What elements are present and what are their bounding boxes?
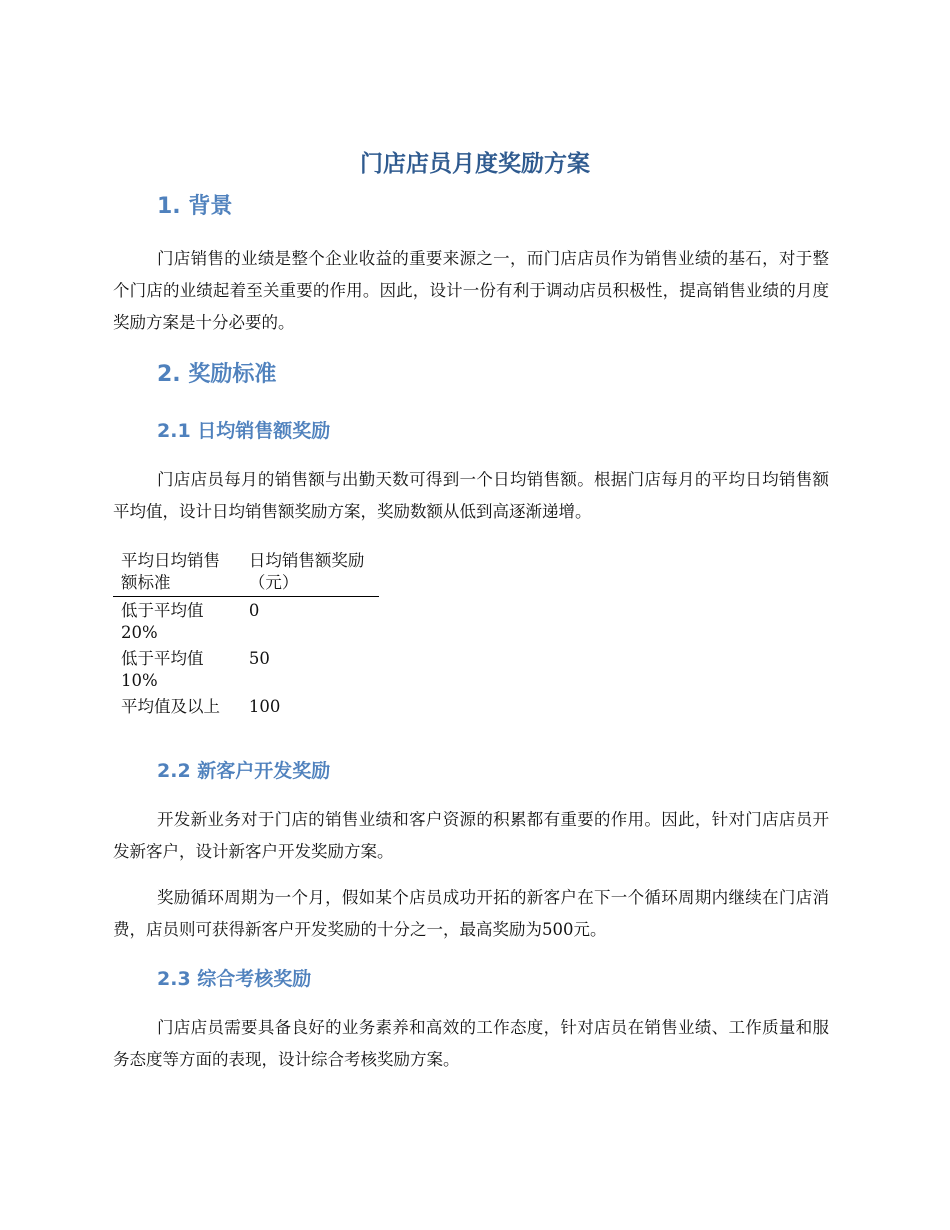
subsection-heading-comprehensive: 2.3 综合考核奖励 <box>157 968 312 990</box>
table-cell: 低于平均值20% <box>121 601 204 642</box>
table-cell: 50 <box>248 649 270 668</box>
table-cell: 低于平均值10% <box>121 649 204 690</box>
document-title: 门店店员月度奖励方案 <box>360 151 590 177</box>
table-row <box>113 645 379 693</box>
paragraph-daily-sales: 门店店员每月的销售额与出勤天数可得到一个日均销售额。根据门店每月的平均日均销售额平均值，设计日均销售额奖励方案，奖励数额从低到高逐渐递增。 <box>113 470 829 521</box>
paragraph-new-customer-2: 奖励循环周期为一个月，假如某个店员成功开拓的新客户在下一个循环周期内继续在门店消费，店员则可获得新客户开发奖励的十分之一，最高奖励为500元。 <box>113 888 829 939</box>
paragraph-background: 门店销售的业绩是整个企业收益的重要来源之一，而门店店员作为销售业绩的基石，对于整个门店的业绩起着至关重要的作用。因此，设计一份有利于调动店员积极性，提高销售业绩的月度奖励方案是十分必要的。 <box>113 249 829 332</box>
section-heading-reward-criteria: 2. 奖励标准 <box>157 362 277 387</box>
daily-sales-reward-table <box>113 548 379 719</box>
table-header-cell: 平均日均销售额标准 <box>113 548 241 597</box>
paragraph-new-customer-1: 开发新业务对于门店的销售业绩和客户资源的积累都有重要的作用。因此，针对门店店员开发新客户，设计新客户开发奖励方案。 <box>113 810 829 861</box>
paragraph-comprehensive: 门店店员需要具备良好的业务素养和高效的工作态度，针对店员在销售业绩、工作质量和服务态度等方面的表现，设计综合考核奖励方案。 <box>113 1018 829 1069</box>
subsection-heading-new-customer: 2.2 新客户开发奖励 <box>157 760 331 782</box>
table-row <box>113 597 379 646</box>
table-cell: 平均值及以上 <box>121 697 220 716</box>
table-cell: 0 <box>248 601 260 620</box>
table-cell: 100 <box>248 697 281 716</box>
table-header-cell: 日均销售额奖励（元） <box>241 548 379 597</box>
section-heading-background: 1. 背景 <box>157 194 233 219</box>
table-row <box>113 693 379 719</box>
subsection-heading-daily-sales: 2.1 日均销售额奖励 <box>157 420 331 442</box>
table-header-row <box>113 548 379 597</box>
